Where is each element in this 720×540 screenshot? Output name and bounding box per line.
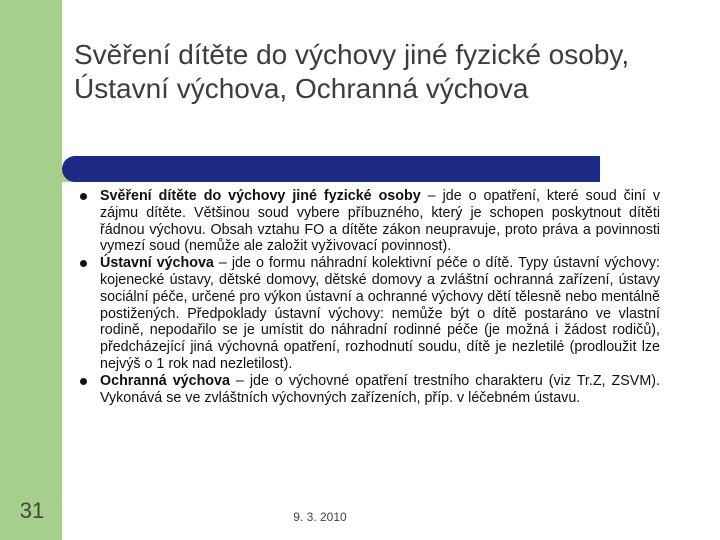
bullet-item-protective-care xyxy=(80,373,660,407)
bullet-term: Svěření dítěte do výchovy jiné fyzické osoby xyxy=(100,188,421,204)
slide-number: 31 xyxy=(19,498,45,523)
bullet-list xyxy=(80,188,660,406)
footer-date: 9. 3. 2010 xyxy=(293,510,347,524)
bullet-dot-icon xyxy=(80,260,87,267)
bullet-text: – jde o formu náhradní kolektivní péče o dítě. Typy ústavní výchovy: kojenecké ústavy, dětské domovy, dětské domovy a zvláštní ochranná zařízení, ústavy sociální péče, určené pro výkon ústavní a ochranné výchovy dětí tělesně nebo mentálně postižených. Předpoklady ústavní výchovy: nemůže být o dítě postaráno ve vlastní rodině, nepodařilo se je umístit do náhradní rodinné péče (je možná i žádost rodičů), předcházející jiná výchovná opatření, rozhodnutí soudu, dítě je nezletilé (prodloužit lze nejvýš o 1 rok nad nezletilost). xyxy=(100,255,660,372)
bullet-term: Ústavní výchova xyxy=(100,255,214,272)
title-divider-bar xyxy=(62,156,600,182)
slide-title: Svěření dítěte do výchovy jiné fyzické osoby, Ústavní výchova, Ochranná výchova xyxy=(74,39,630,104)
bullet-dot-icon xyxy=(80,193,87,200)
bullet-text: – jde o výchovné opatření trestního charakteru (viz Tr.Z, ZSVM). Vykonává se ve zvláštních výchovných zařízeních, příp. v léčebném ústavu. xyxy=(100,372,660,406)
bullet-text: – jde o opatření, které soud činí v zájmu dítěte. Většinou soud vybere příbuzného, který je schopen poskytnout dítěti řádnou výchovu. Obsah vztahu FO a dítěte zákon neupravuje, proto práva a povinnosti vymezí soud (nemůže ale založit vyživovací povinnost). xyxy=(100,188,660,255)
bullet-term: Ochranná výchova xyxy=(100,372,230,389)
bullet-item-foster-care xyxy=(80,188,660,255)
bullet-dot-icon xyxy=(80,378,87,385)
bullet-item-institutional-care xyxy=(80,255,660,373)
